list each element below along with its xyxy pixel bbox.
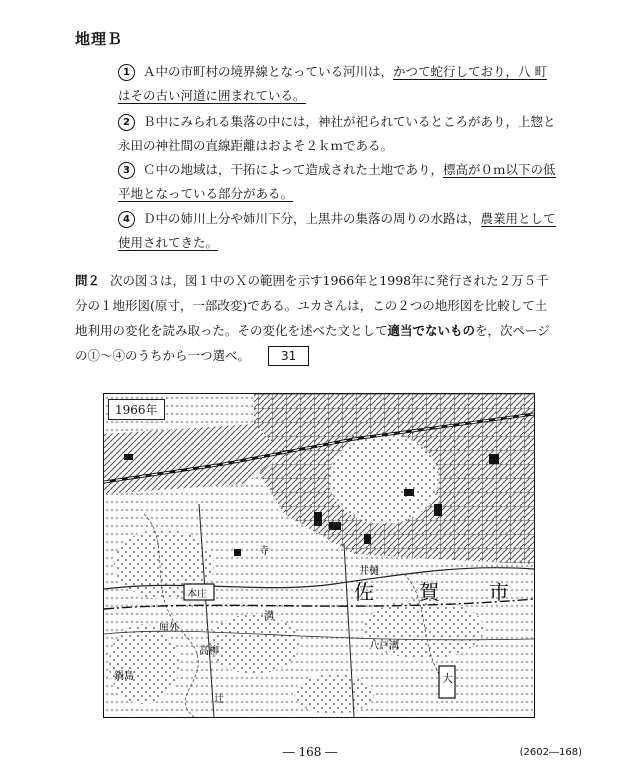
question-text-b: を，次ページの①～④のうちから一つ選べ。	[75, 323, 550, 363]
choice-4	[118, 207, 558, 255]
map-label: 市	[489, 580, 509, 604]
map-drawing	[104, 394, 534, 717]
choice-text: Ｂ中にみられる集落の中には，神社が祀られているところがあり，上惣と永田の神社間の直線距離はおよそ２ｋｍである。	[118, 114, 556, 153]
choice-text: Ｃ中の地域は，干拓によって造成された土地であり，	[143, 162, 444, 177]
map-label: 辻	[214, 694, 224, 705]
question-text-a: 次の図３は，図１中のＸの範囲を示す1966年と1998年に発行された２万５千分の１地形図(原寸，一部改変)である。ユカさんは，この２つの地形図を比較して土地利用の変化を読み取った。その変化を述べた文として	[75, 273, 549, 338]
answer-number-box: 31	[268, 346, 309, 366]
question-2	[75, 268, 555, 368]
map-label: 鍋島	[114, 671, 134, 682]
choice-number: 3	[118, 162, 135, 179]
choice-number: 4	[118, 211, 135, 228]
map-label: 八戸溝	[369, 641, 399, 652]
question-bold-text: 適当でないもの	[387, 323, 476, 338]
map-label: 高柳	[199, 646, 219, 657]
choice-number: 1	[118, 64, 135, 81]
choice-text: Ｄ中の姉川上分や姉川下分，上黒井の集落の周りの水路は，	[143, 211, 481, 226]
map-label: 厘外	[159, 623, 179, 634]
choice-number: 2	[118, 114, 135, 131]
page-number: ― 168 ―	[282, 745, 338, 759]
map-label: 佐	[354, 580, 374, 604]
map-label: 寺	[259, 546, 269, 557]
choice-underlined-text: かつて蛇行しており，八 町はその古い河道に囲まれている。	[118, 64, 547, 103]
choice-underlined-text: 標高が０ｍ以下の低平地となっている部分がある。	[118, 162, 556, 201]
choice-3	[118, 158, 558, 206]
choice-1	[118, 60, 558, 108]
choice-2	[118, 110, 558, 158]
question-label: 問２	[75, 273, 101, 288]
choice-underlined-text: 農業用として使用されてきた。	[118, 211, 556, 250]
map-label: 本庄	[187, 589, 207, 600]
topographic-map-1966	[103, 393, 535, 718]
map-label: 大	[442, 672, 453, 685]
map-year-label: 1966年	[108, 399, 165, 420]
page-code: (2602―168)	[519, 747, 582, 758]
subject-title: 地理Ｂ	[75, 30, 124, 48]
map-label: 溝	[264, 611, 274, 622]
choice-text: Ａ中の市町村の境界線となっている河川は，	[143, 64, 394, 79]
map-label: 井樋	[359, 566, 379, 577]
map-label: 賀	[419, 580, 439, 604]
